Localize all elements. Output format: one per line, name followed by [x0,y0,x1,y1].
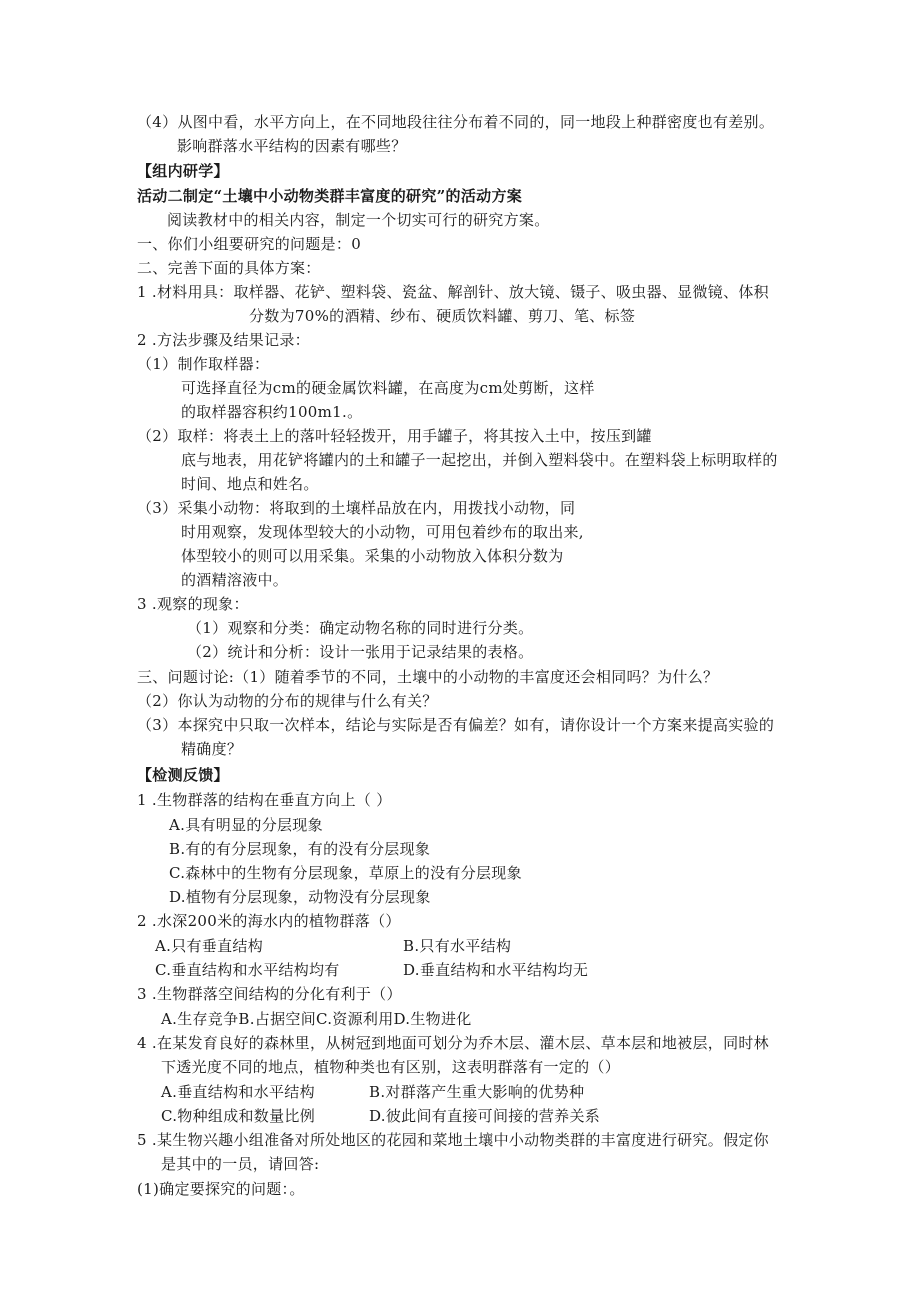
q4-stem-line2: 下透光度不同的地点，植物种类也有区别，这表明群落有一定的（） [161,1058,621,1076]
q3-options: A.生存竞争B.占据空间C.资源利用D.生物进化 [161,1010,472,1028]
activity-title: 活动二制定“土壤中小动物类群丰富度的研究”的活动方案 [137,187,523,205]
q4-text-line1: （4）从图中看，水平方向上，在不同地段往往分布着不同的，同一地段上种群密度也有差别。 [137,113,775,131]
step1-heading: （1）制作取样器： [137,355,270,373]
observe-heading: 3 .观察的现象： [137,595,249,613]
materials-line2: 分数为70%的酒精、纱布、硬质饮料罐、剪刀、笔、标签 [249,307,636,325]
q1-option-d: D.植物有分层现象，动物没有分层现象 [169,888,431,906]
step2-line3: 时间、地点和姓名。 [181,475,319,493]
steps-heading: 2 .方法步骤及结果记录： [137,331,310,349]
observe-item2: （2）统计和分析：设计一张用于记录结果的表格。 [187,643,534,661]
q4-option-a: A.垂直结构和水平结构 [161,1083,315,1101]
group-study-heading: 【组内研学】 [137,162,229,180]
q2-option-d: D.垂直结构和水平结构均无 [403,961,589,979]
observe-item1: （1）观察和分类：确定动物名称的同时进行分类。 [187,619,534,637]
step3-line3: 体型较小的则可以用采集。采集的小动物放入体积分数为 [181,547,564,565]
discussion-item3-line2: 精确度？ [181,740,243,758]
step3-line2: 时用观察，发现体型较大的小动物，可用包着纱布的取出来, [181,523,584,541]
q2-option-b: B.只有水平结构 [403,937,512,955]
discussion-item3-line1: （3）本探究中只取一次样本，结论与实际是否有偏差？如有，请你设计一个方案来提高实验的 [137,716,775,734]
step2-line2: 底与地表，用花铲将罐内的土和罐子一起挖出，并倒入塑料袋中。在塑料袋上标明取样的 [181,451,778,469]
q1-stem: 1 .生物群落的结构在垂直方向上（ ） [137,791,392,809]
q4-option-c: C.物种组成和数量比例 [161,1107,316,1125]
q4-stem-line1: 4 .在某发育良好的森林里，从树冠到地面可划分为乔木层、灌木层、草本层和地被层，同时林 [137,1034,769,1052]
step2-line1: （2）取样：将表土上的落叶轻轻拨开，用手罐子，将其按入土中，按压到罐 [137,427,652,445]
q2-option-a: A.只有垂直结构 [155,937,264,955]
step3-line1: （3）采集小动物：将取到的土壤样品放在内，用拨找小动物，同 [137,499,576,517]
q5-sub1: (1)确定要探究的问题：。 [137,1180,305,1198]
q5-stem-line1: 5 .某生物兴趣小组准备对所处地区的花园和菜地土壤中小动物类群的丰富度进行研究。假定你 [137,1131,769,1149]
q3-stem: 3 .生物群落空间结构的分化有利于（） [137,985,402,1003]
part2-heading: 二、完善下面的具体方案： [137,259,321,277]
discussion-item2: （2）你认为动物的分布的规律与什么有关？ [137,692,438,710]
q2-stem: 2 .水深200米的海水内的植物群落（） [137,912,401,930]
q5-stem-line2: 是其中的一员，请回答: [161,1155,320,1173]
feedback-heading: 【检测反馈】 [137,766,229,784]
materials-line1: 1 .材料用具：取样器、花铲、塑料袋、瓷盆、解剖针、放大镜、镊子、吸虫器、显微镜、体积 [137,283,769,301]
q1-option-c: C.森林中的生物有分层现象，草原上的没有分层现象 [169,864,522,882]
step3-line4: 的酒精溶液中。 [181,571,289,589]
q1-option-a: A.具有明显的分层现象 [169,816,323,834]
q1-option-b: B.有的有分层现象，有的没有分层现象 [169,840,431,858]
q4-option-d: D.彼此间有直接可间接的营养关系 [369,1107,601,1125]
q4-text-line2: 影响群落水平结构的因素有哪些？ [177,137,407,155]
q2-option-c: C.垂直结构和水平结构均有 [155,961,340,979]
step1-line2: 的取样器容积约100m1.。 [181,403,363,421]
part1-question: 一、你们小组要研究的问题是：0 [137,235,362,253]
part3-discussion: 三、问题讨论:（1）随着季节的不同，土壤中的小动物的丰富度还会相同吗？为什么？ [137,668,719,686]
q4-option-b: B.对群落产生重大影响的优势种 [369,1083,585,1101]
step1-line1: 可选择直径为cm的硬金属饮料罐，在高度为cm处剪断，这样 [181,379,595,397]
activity-intro: 阅读教材中的相关内容，制定一个切实可行的研究方案。 [167,211,550,229]
